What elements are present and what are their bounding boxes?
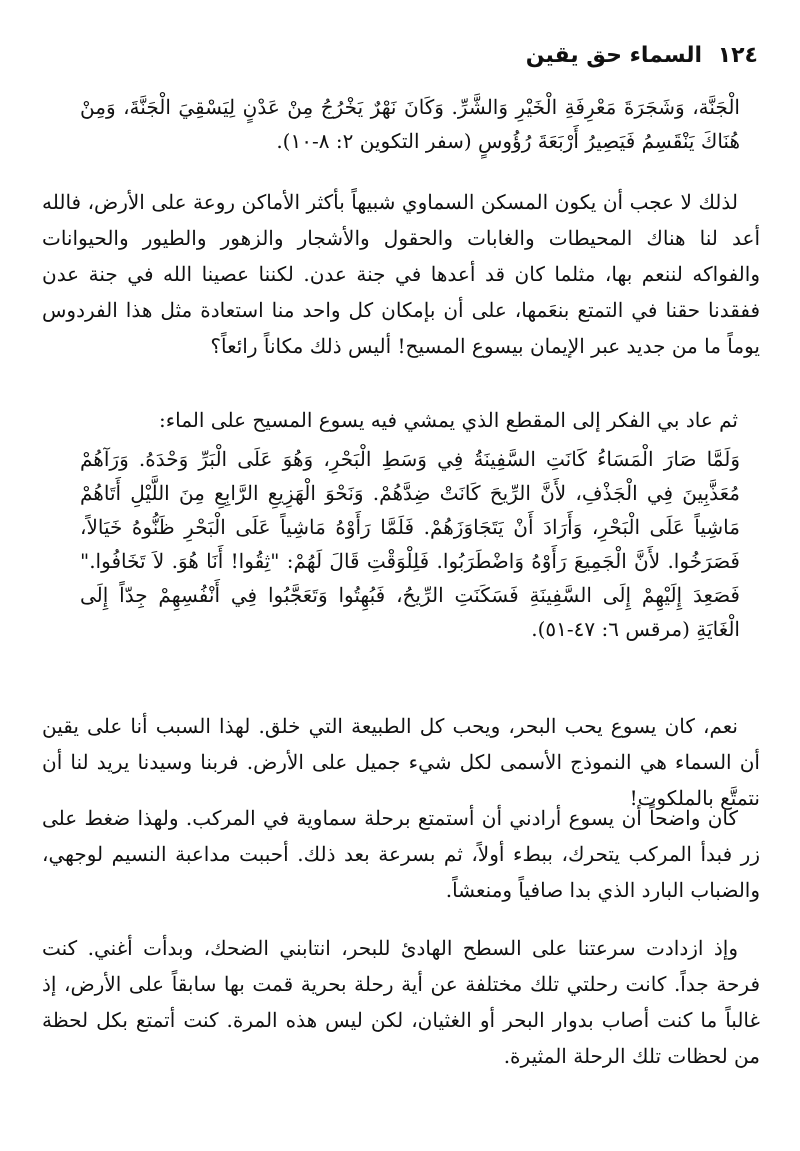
page-number: ١٢٤ — [717, 43, 758, 68]
paragraph-jesus-loves-sea: نعم، كان يسوع يحب البحر، ويحب كل الطبيعة التي خلق. لهذا السبب أنا على يقين أن السماء هي النموذج الأسمى لكل شيء جميل على الأرض. فربنا وسيدنا يريد لنا أن نتمتَّع بالملكوت! — [42, 714, 760, 810]
scripture-quote-genesis: الْجَنَّة، وَشَجَرَةَ مَعْرِفَةِ الْخَيْرِ وَالشَّرِّ. وَكَانَ نَهْرٌ يَخْرُجُ مِنْ عَدْنٍ لِيَسْقِيَ الْجَنَّةَ، وَمِنْ هُنَاكَ يَنْقَسِمُ فَيَصِيرُ أَرْبَعَةَ رُؤُوسٍ (سفر التكوين ٢: ٨-١٠). — [80, 95, 740, 153]
running-title: السماء حق يقين — [525, 43, 703, 68]
paragraph-walking-on-water-intro: ثم عاد بي الفكر إلى المقطع الذي يمشي فيه يسوع المسيح على الماء: — [159, 408, 738, 432]
paragraph-joyful-journey: وإذ ازدادت سرعتنا على السطح الهادئ للبحر، انتابني الضحك، وبدأت أغني. كنت فرحة جداً. كانت رحلتي تلك مختلفة عن أية رحلة بحرية قمت بها سابقاً على الأرض، إذ غالباً ما كنت أصاب بدوار البحر أو الغثيان، لكن ليس هذه المرة. كنت أتمتع بكل لحظة من لحظات تلك الرحلة المثيرة. — [42, 936, 761, 1068]
scripture-quote-mark: وَلَمَّا صَارَ الْمَسَاءُ كَانَتِ السَّفِينَةُ فِي وَسَطِ الْبَحْرِ، وَهُوَ عَلَى الْبَرِّ وَحْدَهُ. وَرَآهُمْ مُعَذَّبِينَ فِي الْجَذْفِ، لأَنَّ الرِّيحَ كَانَتْ ضِدَّهُمْ. وَنَحْوَ الْهَزِيعِ الرَّابِعِ مِنَ اللَّيْلِ أَتَاهُمْ مَاشِياً عَلَى الْبَحْرِ، وَأَرَادَ أَنْ يَتَجَاوَزَهُمْ. فَلَمَّا رَأَوْهُ مَاشِياً عَلَى الْبَحْرِ ظَنُّوهُ خَيَالاً، فَصَرَخُوا. لأَنَّ الْجَمِيعَ رَأَوْهُ وَاضْطَرَبُوا. فَلِلْوَقْتِ قَالَ لَهُمْ: "ثِقُوا! أَنَا هُوَ. لاَ تَخَافُوا." فَصَعِدَ إِلَيْهِمْ إِلَى السَّفِينَةِ فَسَكَنَتِ الرِّيحُ، فَبُهِتُوا وَتَعَجَّبُوا فِي أَنْفُسِهِمْ جِدّاً إِلَى الْغَايَةِ (مرقس ٦: ٤٧-٥١). — [80, 447, 740, 641]
paragraph-boat-ride: كان واضحاً أن يسوع أرادني أن أستمتع برحلة سماوية في المركب. ولهذا ضغط على زر فبدأ المركب يتحرك، ببطء أولاً، ثم بسرعة بعد ذلك. أحببت مداعبة النسيم لوجهي، والضباب البارد الذي بدا صافياً ومنعشاً. — [42, 806, 760, 902]
page-header — [526, 36, 758, 76]
paragraph-heavenly-dwelling: لذلك لا عجب أن يكون المسكن السماوي شبيهاً بأكثر الأماكن روعة على الأرض، فالله أعد لنا هناك المحيطات والغابات والحقول والأشجار والزهور والطيور والحيوانات والفواكه لننعم بها، مثلما كان قد أعدها في جنة عدن. لكننا عصينا الله في جنة عدن ففقدنا حقنا في التمتع بنعَمها، على أن بإمكان كل واحد منا استعادة مثل هذا الفردوس يوماً ما من جديد عبر الإيمان بيسوع المسيح! أليس ذلك مكاناً رائعاً؟ — [42, 190, 761, 358]
